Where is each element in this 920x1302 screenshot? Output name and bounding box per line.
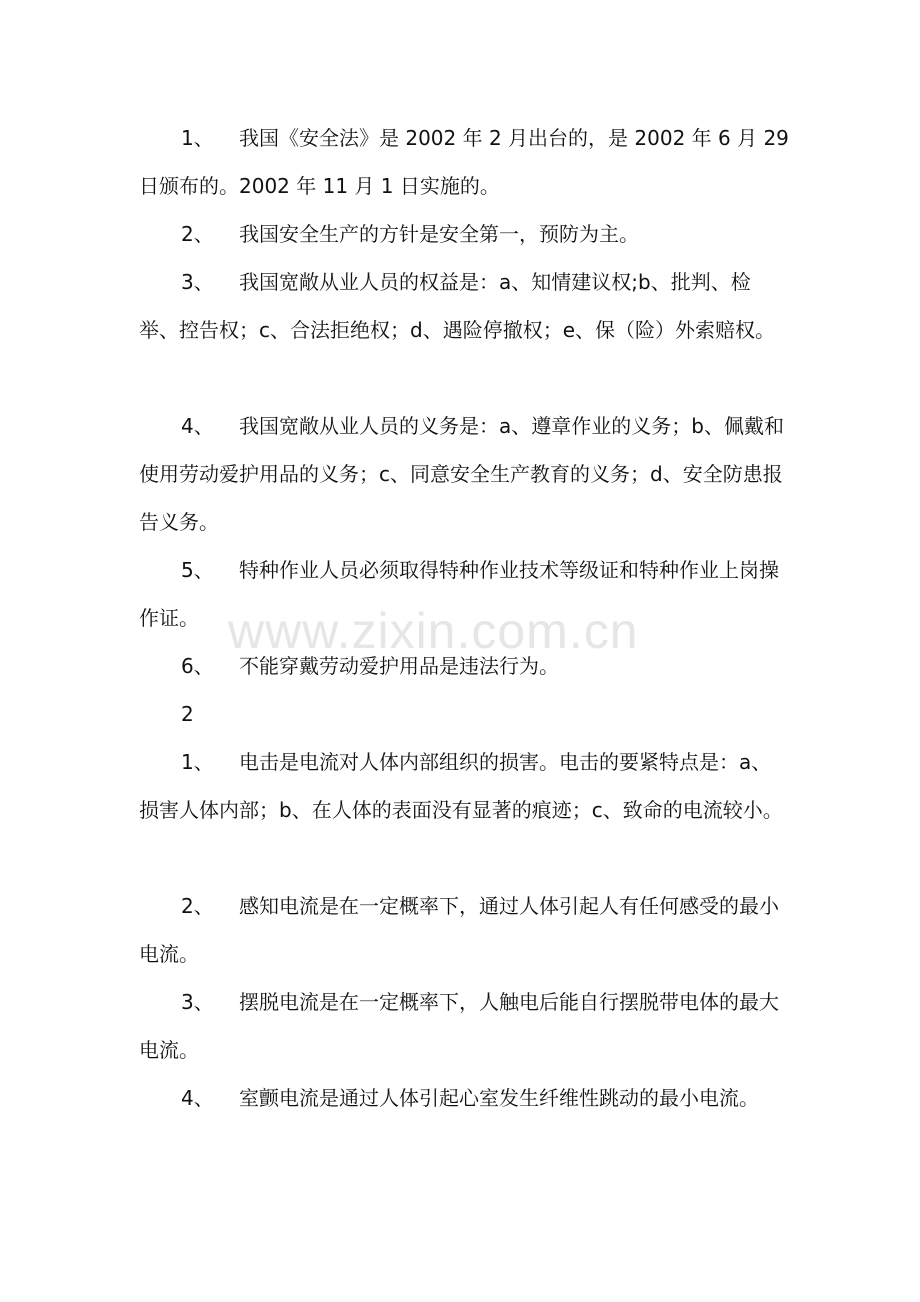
item-text: 感知电流是在一定概率下，通过人体引起人有任何感受的最小电流。: [139, 894, 779, 966]
section-heading-text: 2: [181, 702, 194, 726]
item-text: 电击是电流对人体内部组织的损害。电击的要紧特点是：a、损害人体内部；b、在人体的表面没有显著的痕迹；c、致命的电流较小。: [139, 750, 783, 822]
item-number: 1、: [181, 126, 214, 150]
item-text: 我国安全生产的方针是安全第一，预防为主。: [239, 222, 639, 246]
paragraph-1-1: [139, 114, 789, 210]
paragraph-1-3: [139, 258, 789, 354]
paragraph-2-2: [139, 882, 789, 978]
item-number: 2、: [181, 894, 214, 918]
item-number: 3、: [181, 270, 214, 294]
item-number: 6、: [181, 654, 214, 678]
watermark: www.zixin.com.cn: [228, 603, 639, 659]
item-text: 特种作业人员必须取得特种作业技术等级证和特种作业上岗操作证。: [139, 558, 779, 630]
paragraph-2-3: [139, 978, 789, 1074]
item-number: 3、: [181, 990, 214, 1014]
item-text: 摆脱电流是在一定概率下，人触电后能自行摆脱带电体的最大电流。: [139, 990, 779, 1062]
item-number: 5、: [181, 558, 214, 582]
section-2-heading: [139, 690, 789, 738]
item-text: 不能穿戴劳动爱护用品是违法行为。: [239, 654, 559, 678]
paragraph-2-4: [139, 1074, 789, 1122]
paragraph-2-1: [139, 738, 789, 834]
paragraph-1-5: [139, 546, 789, 642]
paragraph-1-4: [139, 402, 789, 546]
item-number: 4、: [181, 414, 214, 438]
paragraph-1-6: [139, 642, 789, 690]
item-text: 室颤电流是通过人体引起心室发生纤维性跳动的最小电流。: [239, 1086, 759, 1110]
paragraph-1-2: [139, 210, 789, 258]
item-number: 1、: [181, 750, 214, 774]
item-text: 我国《安全法》是 2002 年 2 月出台的，是 2002 年 6 月 29 日颁布的。2002 年 11 月 1 日实施的。: [139, 126, 789, 198]
item-text: 我国宽敞从业人员的义务是：a、遵章作业的义务；b、佩戴和使用劳动爱护用品的义务；c、同意安全生产教育的义务；d、安全防患报告义务。: [139, 414, 784, 534]
item-number: 4、: [181, 1086, 214, 1110]
item-text: 我国宽敞从业人员的权益是：a、知情建议权;b、批判、检举、控告权；c、合法拒绝权；d、遇险停撤权；e、保（险）外索赔权。: [139, 270, 775, 342]
item-number: 2、: [181, 222, 214, 246]
